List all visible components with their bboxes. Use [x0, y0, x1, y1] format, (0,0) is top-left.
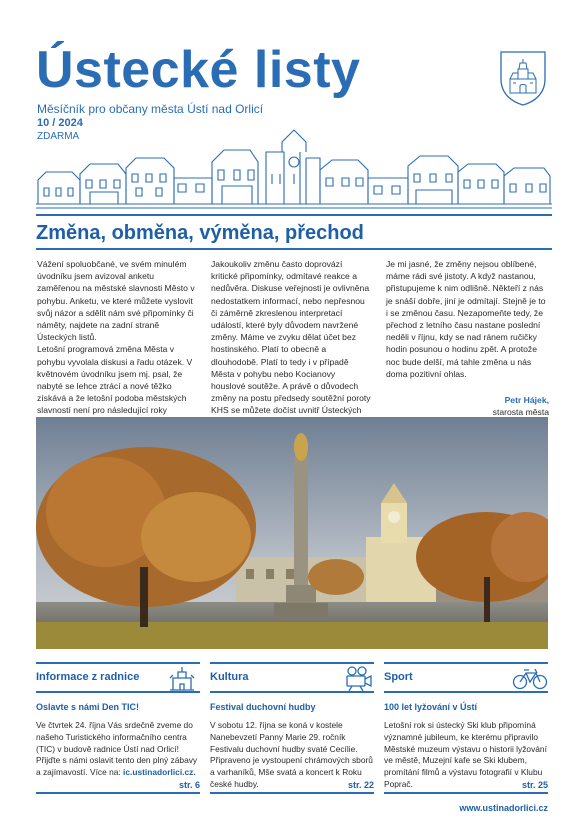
page-reference: str. 22: [347, 780, 374, 790]
section-headline: Festival duchovní hudby: [210, 702, 316, 712]
section-headline: Oslavte s námi Den TIC!: [36, 702, 140, 712]
article-column-3: [386, 258, 549, 418]
film-camera-icon: [338, 664, 374, 692]
masthead: [0, 0, 588, 215]
paragraph: Je mi jasné, že změny nejsou oblíbené, máme rádi své jistoty. A když nastanou, přistupujeme k nim odlišně. Někteří z nás je snáší dobře, jiní je odmítají. Stejně je to i se změnou času. Nezapomeňte tedy, že přechod z letního času nastane poslední neděli v říjnu, kdy se nad ránem ručičky hodin posunou o hodinu zpět. A protože noc bude delší, má tahle změna u nás doma pozitivní ohlas.: [386, 259, 546, 379]
tic-website-link[interactable]: ic.ustinadorlici.cz.: [123, 767, 196, 778]
paragraph: Letošní programová změna Města v pohybu vyvolala diskusi a řadu otázek. V květnovém úvodníku jsem mj. psal, že nabyté se lehce ztrácí a nové těžko získává a že letošní podoba městských slavností není pro následující roky: [37, 344, 193, 416]
section-bottom-rule: [384, 792, 548, 794]
paragraph: Jakoukoliv změnu často doprovází kritické připomínky, odmítavé reakce a nedůvěra. Diskuse veřejnosti je ovlivněna nedostatkem informací, nebo nepřesnou či záměrně zkreslenou interpretací událostí, které byly důvodem navržené změny. Máme ve zvyku dělat účet bez hostinského. Platí to obecně a dlouhodobě. Platí to tedy i v případě Města v pohybu nebo Kocianovy houslové soutěže. A právě o důvodech změny na postu předsedy soutěžní poroty KHS se můžete dočíst uvnitř Ústeckých: [211, 259, 371, 416]
headline-top-rule: [36, 214, 552, 216]
website-link[interactable]: www.ustinadorlici.cz: [459, 803, 548, 813]
page-reference: str. 6: [178, 780, 200, 790]
page-reference: str. 25: [521, 780, 548, 790]
section-title: Kultura: [210, 671, 249, 683]
town-skyline-illustration: [36, 128, 552, 212]
section-body: V sobotu 12. října se koná v kostele Nanebevzetí Panny Marie 29. ročník Festivalu duchovní hudby svaté Cecílie. Připraveno je vystoupení chrámových sborů a varhaníků, Mše svatá a koncert k Roku české hudby.: [210, 720, 373, 789]
section-body: Letošní rok si ústecký Ski klub připomíná významné jubileum, ke kterému připravilo Městské muzeum výstavu o historii lyžování ve městě, Muzejní kafe se Ski klubem, promítání filmů a výstavu fotografií v Klubu Poprač.: [384, 720, 547, 789]
paragraph: Vážení spoluobčané, ve svém minulém úvodníku jsem avizoval anketu zaměřenou na městské slavnosti Město v pohybu. Anketu, ve které můžete vyslovit svůj názor a sdělit nám své připomínky či náměty, najdete na zadní straně Ústeckých listů.: [37, 259, 195, 343]
section-body-text: Ve čtvrtek 24. října Vás srdečně zveme do našeho Turistického informačního centra (TIC) v budově radnice Ústí nad Orlicí! Přijďte s námi oslavit tento den plný zábavy a zajímavostí. Více na:: [36, 720, 198, 778]
section-body: [36, 720, 200, 779]
article-headline: Změna, obměna, výměna, přechod: [36, 222, 364, 244]
issue-number: 10 / 2024: [37, 117, 83, 129]
section-bottom-rule: [36, 792, 200, 794]
section-bottom-rule: [210, 792, 374, 794]
headline-bottom-rule: [36, 248, 552, 250]
signature-name: Petr Hájek,: [504, 395, 549, 406]
section-title: Sport: [384, 671, 413, 683]
section-mid-rule: [210, 691, 374, 693]
section-title: Informace z radnice: [36, 671, 140, 683]
city-crest-icon: [498, 49, 548, 107]
masthead-subtitle: Měsíčník pro občany města Ústí nad Orlicí: [37, 102, 264, 116]
town-square-photo: [36, 417, 548, 649]
town-hall-icon: [164, 664, 200, 692]
price-label: ZDARMA: [37, 131, 80, 142]
masthead-title: Ústecké listy: [36, 41, 361, 99]
signature-role: starosta města: [492, 407, 549, 418]
section-mid-rule: [36, 691, 200, 693]
section-mid-rule: [384, 691, 548, 693]
bicycle-icon: [512, 664, 548, 692]
section-headline: 100 let lyžování v Ústí: [384, 702, 478, 712]
